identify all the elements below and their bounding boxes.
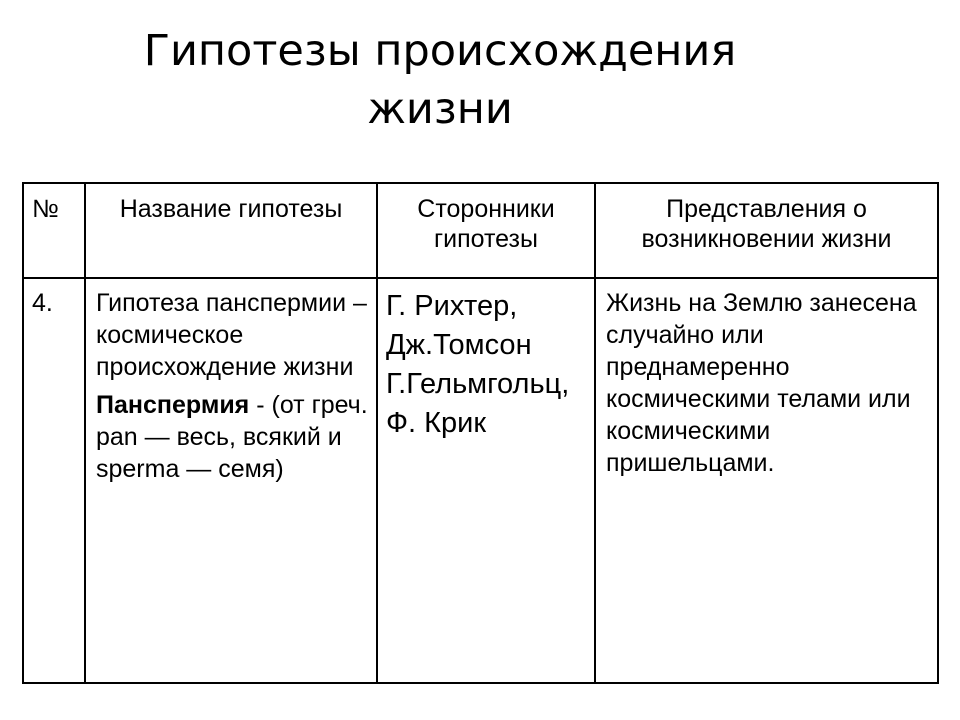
header-number: № xyxy=(23,183,85,278)
slide-title xyxy=(60,22,820,138)
hypotheses-table xyxy=(22,182,939,684)
row-supporters: Г. Рихтер, Дж.Томсон Г.Гельмгольц, Ф. Крик xyxy=(377,278,595,683)
slide-title-line-2: жизни xyxy=(367,84,513,134)
header-hypothesis-name: Название гипотезы xyxy=(85,183,377,278)
table-header-row xyxy=(23,183,938,278)
slide-title-line-1: Гипотезы происхождения xyxy=(143,26,737,76)
row-representation: Жизнь на Землю занесена случайно или преднамеренно космическими телами или космическими пришельцами. xyxy=(595,278,938,683)
table-row xyxy=(23,278,938,683)
row-hypothesis-name: Гипотеза панспермии – космическое происхождение жизни xyxy=(96,289,367,381)
row-number: 4. xyxy=(23,278,85,683)
header-supporters: Сторонники гипотезы xyxy=(377,183,595,278)
definition-text: - (от греч. pan — весь, всякий и sperma — семя) xyxy=(96,391,368,483)
header-representation: Представления о возникновении жизни xyxy=(595,183,938,278)
definition-term: Панспермия xyxy=(96,391,250,419)
row-definition xyxy=(96,389,368,485)
row-hypothesis-name-cell xyxy=(85,278,377,683)
